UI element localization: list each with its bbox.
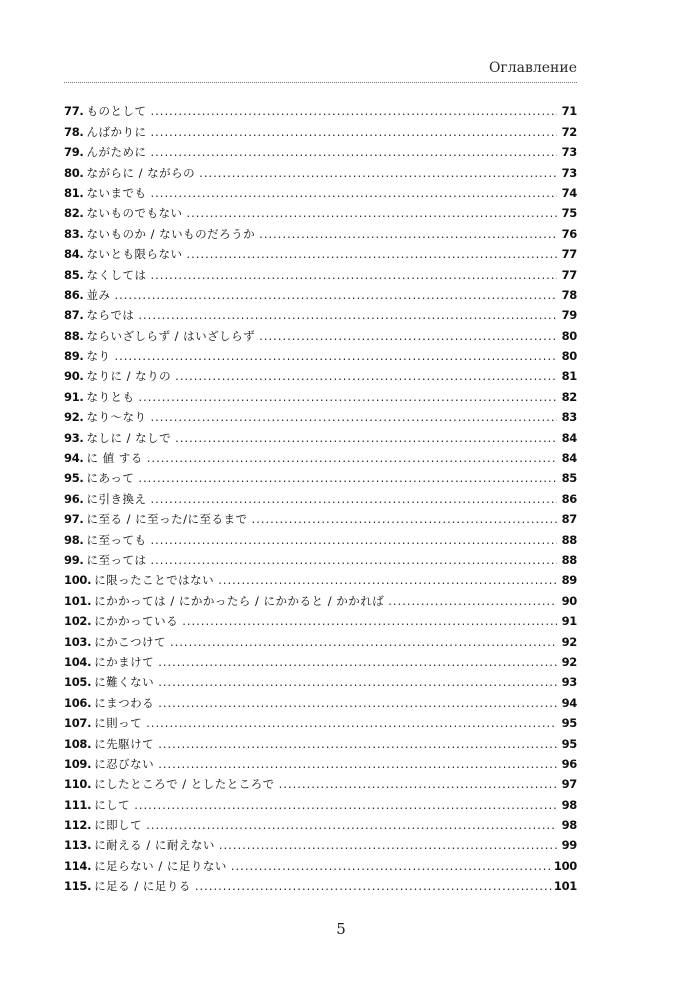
entry-page: 89 xyxy=(561,573,577,588)
dot-leader xyxy=(150,533,557,547)
toc-entry xyxy=(64,343,577,363)
entry-number: 102. xyxy=(64,614,92,629)
dot-leader xyxy=(146,716,557,730)
entry-title: んがために xyxy=(86,145,147,160)
entry-title: にかこつけて xyxy=(94,634,166,649)
entry-page: 93 xyxy=(561,675,577,690)
dot-leader xyxy=(158,655,557,669)
toc-entry xyxy=(64,791,577,811)
entry-page: 87 xyxy=(561,512,577,527)
toc-entry xyxy=(64,180,577,200)
entry-title: にかまけて xyxy=(94,654,155,669)
entry-title: んばかりに xyxy=(86,124,147,139)
toc-entry xyxy=(64,200,577,220)
entry-number: 114. xyxy=(64,858,92,873)
entry-number: 83. xyxy=(64,226,84,241)
toc-entry xyxy=(64,751,577,771)
entry-page: 83 xyxy=(561,410,577,425)
toc-entry xyxy=(64,261,577,281)
entry-number: 86. xyxy=(64,287,84,302)
toc-entry xyxy=(64,118,577,138)
dot-leader xyxy=(158,737,557,751)
entry-page: 90 xyxy=(561,593,577,608)
entry-page: 92 xyxy=(561,634,577,649)
entry-page: 88 xyxy=(561,552,577,567)
entry-number: 94. xyxy=(64,451,84,466)
toc-entry xyxy=(64,363,577,383)
dot-leader xyxy=(231,859,552,873)
dot-leader xyxy=(114,288,557,302)
entry-title: にまつわる xyxy=(94,695,155,710)
toc-entry xyxy=(64,649,577,669)
entry-number: 78. xyxy=(64,124,84,139)
dot-leader xyxy=(219,838,557,852)
entry-page: 73 xyxy=(561,145,577,160)
entry-page: 84 xyxy=(561,451,577,466)
entry-title: に限ったことではない xyxy=(94,573,215,588)
entry-title: に則って xyxy=(94,716,143,731)
toc-entry xyxy=(64,322,577,342)
entry-page: 99 xyxy=(561,838,577,853)
entry-number: 100. xyxy=(64,573,92,588)
toc-entry xyxy=(64,445,577,465)
toc-entry xyxy=(64,730,577,750)
entry-number: 106. xyxy=(64,695,92,710)
toc-entry xyxy=(64,98,577,118)
entry-number: 111. xyxy=(64,797,92,812)
dot-leader xyxy=(195,879,552,893)
entry-page: 101 xyxy=(553,879,577,894)
entry-title: ながらに / ながらの xyxy=(86,165,196,180)
toc-entry xyxy=(64,832,577,852)
entry-title: ないものか / ないものだろうか xyxy=(86,226,256,241)
entry-number: 82. xyxy=(64,206,84,221)
dot-leader xyxy=(259,329,557,343)
toc-entry xyxy=(64,689,577,709)
header-divider xyxy=(64,82,577,83)
entry-number: 109. xyxy=(64,756,92,771)
entry-title: に引き換え xyxy=(86,491,147,506)
entry-title: に 値 する xyxy=(86,451,143,466)
dot-leader xyxy=(138,471,557,485)
entry-page: 79 xyxy=(561,308,577,323)
entry-page: 74 xyxy=(561,185,577,200)
entry-number: 77. xyxy=(64,104,84,119)
entry-title: に足る / に足りる xyxy=(94,879,191,894)
toc-entry xyxy=(64,873,577,893)
entry-page: 82 xyxy=(561,389,577,404)
entry-title: に耐える / に耐えない xyxy=(94,838,215,853)
entry-number: 113. xyxy=(64,838,92,853)
toc-entry xyxy=(64,404,577,424)
entry-page: 84 xyxy=(561,430,577,445)
toc-entry xyxy=(64,567,577,587)
entry-page: 81 xyxy=(561,369,577,384)
entry-title: 並み xyxy=(86,287,111,302)
toc-entry xyxy=(64,241,577,261)
entry-number: 95. xyxy=(64,471,84,486)
toc-entry xyxy=(64,506,577,526)
entry-page: 97 xyxy=(561,777,577,792)
entry-title: ないまでも xyxy=(86,185,147,200)
entry-title: ないとも限らない xyxy=(86,247,183,262)
entry-page: 73 xyxy=(561,165,577,180)
entry-title: ならでは xyxy=(86,308,135,323)
entry-page: 80 xyxy=(561,328,577,343)
entry-title: に即して xyxy=(94,818,143,833)
entry-number: 90. xyxy=(64,369,84,384)
entry-page: 88 xyxy=(561,532,577,547)
entry-title: ならいざしらず / はいざしらず xyxy=(86,328,256,343)
entry-number: 88. xyxy=(64,328,84,343)
toc-entry xyxy=(64,282,577,302)
entry-page: 80 xyxy=(561,349,577,364)
page-number: 5 xyxy=(336,920,346,938)
entry-page: 85 xyxy=(561,471,577,486)
toc-entry xyxy=(64,465,577,485)
entry-page: 96 xyxy=(561,756,577,771)
dot-leader xyxy=(150,186,557,200)
dot-leader xyxy=(150,268,557,282)
entry-title: ものとして xyxy=(86,104,147,119)
dot-leader xyxy=(150,125,557,139)
entry-number: 98. xyxy=(64,532,84,547)
entry-number: 103. xyxy=(64,634,92,649)
entry-number: 101. xyxy=(64,593,92,608)
toc-entry xyxy=(64,812,577,832)
entry-title: に至っても xyxy=(86,532,147,547)
entry-number: 107. xyxy=(64,716,92,731)
toc-entry xyxy=(64,771,577,791)
dot-leader xyxy=(150,410,557,424)
entry-number: 85. xyxy=(64,267,84,282)
entry-number: 99. xyxy=(64,552,84,567)
table-of-contents xyxy=(64,98,577,893)
toc-entry xyxy=(64,220,577,240)
toc-entry xyxy=(64,302,577,322)
entry-page: 75 xyxy=(561,206,577,221)
entry-number: 91. xyxy=(64,389,84,404)
entry-page: 77 xyxy=(561,267,577,282)
entry-number: 112. xyxy=(64,818,92,833)
entry-page: 100 xyxy=(553,858,577,873)
entry-number: 80. xyxy=(64,165,84,180)
dot-leader xyxy=(259,227,557,241)
dot-leader xyxy=(158,757,557,771)
entry-page: 91 xyxy=(561,614,577,629)
entry-title: なりに / なりの xyxy=(86,369,172,384)
entry-title: ないものでもない xyxy=(86,206,183,221)
entry-page: 86 xyxy=(561,491,577,506)
entry-number: 87. xyxy=(64,308,84,323)
toc-entry xyxy=(64,852,577,872)
entry-page: 92 xyxy=(561,654,577,669)
entry-number: 92. xyxy=(64,410,84,425)
entry-title: にかかっては / にかかったら / にかかると / かかれば xyxy=(94,593,385,608)
entry-title: なり～なり xyxy=(86,410,147,425)
dot-leader xyxy=(147,451,557,465)
entry-title: にしたところで / としたところで xyxy=(94,777,275,792)
dot-leader xyxy=(279,777,557,791)
entry-page: 76 xyxy=(561,226,577,241)
entry-title: なり xyxy=(86,349,111,364)
entry-number: 110. xyxy=(64,777,92,792)
entry-number: 115. xyxy=(64,879,92,894)
dot-leader xyxy=(199,166,557,180)
dot-leader xyxy=(186,247,557,261)
entry-page: 71 xyxy=(561,104,577,119)
entry-number: 97. xyxy=(64,512,84,527)
toc-entry xyxy=(64,383,577,403)
entry-title: に足らない / に足りない xyxy=(94,858,227,873)
entry-page: 78 xyxy=(561,287,577,302)
entry-number: 108. xyxy=(64,736,92,751)
entry-page: 95 xyxy=(561,716,577,731)
toc-entry xyxy=(64,669,577,689)
toc-entry xyxy=(64,608,577,628)
dot-leader xyxy=(150,104,557,118)
entry-title: に忍びない xyxy=(94,756,155,771)
dot-leader xyxy=(252,512,557,526)
entry-number: 105. xyxy=(64,675,92,690)
dot-leader xyxy=(388,594,557,608)
dot-leader xyxy=(146,818,557,832)
entry-page: 98 xyxy=(561,797,577,812)
entry-title: に難くない xyxy=(94,675,155,690)
entry-page: 98 xyxy=(561,818,577,833)
running-header: Оглавление xyxy=(488,60,577,76)
toc-entry xyxy=(64,485,577,505)
toc-entry xyxy=(64,159,577,179)
entry-number: 96. xyxy=(64,491,84,506)
entry-title: に至る / に至った/に至るまで xyxy=(86,512,248,527)
dot-leader xyxy=(138,390,557,404)
entry-number: 104. xyxy=(64,654,92,669)
entry-number: 89. xyxy=(64,349,84,364)
toc-entry xyxy=(64,547,577,567)
entry-page: 94 xyxy=(561,695,577,710)
dot-leader xyxy=(175,431,557,445)
dot-leader xyxy=(175,369,557,383)
entry-page: 95 xyxy=(561,736,577,751)
entry-title: なくしては xyxy=(86,267,147,282)
toc-entry xyxy=(64,139,577,159)
dot-leader xyxy=(158,696,557,710)
toc-entry xyxy=(64,587,577,607)
entry-title: にかかっている xyxy=(94,614,179,629)
dot-leader xyxy=(158,675,557,689)
entry-page: 72 xyxy=(561,124,577,139)
dot-leader xyxy=(114,349,557,363)
dot-leader xyxy=(150,492,557,506)
toc-entry xyxy=(64,628,577,648)
toc-entry xyxy=(64,526,577,546)
entry-title: に至っては xyxy=(86,552,147,567)
dot-leader xyxy=(186,206,557,220)
toc-entry xyxy=(64,424,577,444)
entry-page: 77 xyxy=(561,247,577,262)
entry-title: に先駆けて xyxy=(94,736,155,751)
dot-leader xyxy=(150,553,557,567)
dot-leader xyxy=(218,573,557,587)
entry-title: にあって xyxy=(86,471,135,486)
entry-title: なりとも xyxy=(86,389,135,404)
entry-number: 93. xyxy=(64,430,84,445)
entry-title: なしに / なしで xyxy=(86,430,172,445)
toc-entry xyxy=(64,710,577,730)
entry-title: にして xyxy=(94,797,131,812)
dot-leader xyxy=(170,635,557,649)
dot-leader xyxy=(138,308,557,322)
dot-leader xyxy=(150,145,557,159)
entry-number: 81. xyxy=(64,185,84,200)
entry-number: 79. xyxy=(64,145,84,160)
dot-leader xyxy=(134,798,557,812)
entry-number: 84. xyxy=(64,247,84,262)
dot-leader xyxy=(182,614,557,628)
